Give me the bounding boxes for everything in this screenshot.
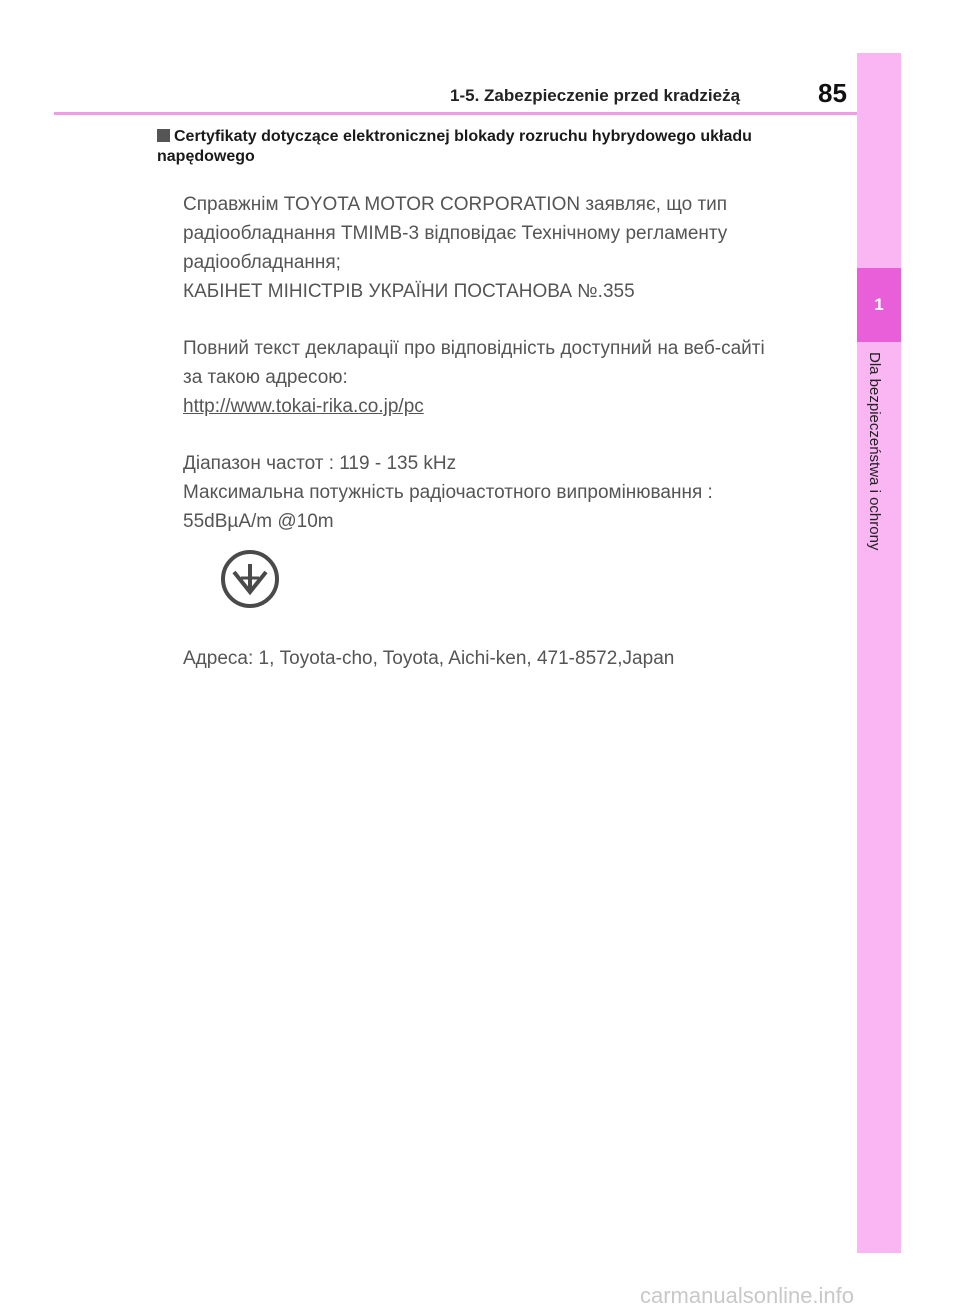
cert-line-8: Максимальна потужність радіочастотного випромінювання :: [183, 482, 713, 503]
cert-line-7: Діапазон частот : 119 - 135 kHz: [183, 453, 457, 474]
cert-line-5: Повний текст декларації про відповідність доступний на веб-сайті: [183, 338, 765, 359]
manufacturer-address: Адреса: 1, Toyota-cho, Toyota, Aichi-ken, 471-8572,Japan: [183, 648, 675, 669]
cert-line-6: за такою адресою:: [183, 367, 348, 388]
section-title: 1-5. Zabezpieczenie przed kradzieżą: [450, 86, 741, 105]
side-tab: [857, 53, 901, 1253]
cert-line-3: радіообладнання;: [183, 252, 341, 273]
spacer: [183, 421, 843, 449]
cert-line-1: Справжнім TOYOTA MOTOR CORPORATION заявляє, що тип: [183, 194, 728, 215]
ukrainian-conformity-mark-icon: [219, 548, 281, 610]
chapter-label: Dla bezpieczeństwa i ochrony: [866, 352, 883, 551]
chapter-number: 1: [874, 295, 884, 314]
cert-line-2: радіообладнання TMIMB-3 відповідає Технічному регламенту: [183, 223, 728, 244]
square-bullet-icon: [157, 129, 170, 142]
declaration-link[interactable]: http://www.tokai-rika.co.jp/pc: [183, 396, 424, 417]
cert-line-9: 55dBµA/m @10m: [183, 511, 334, 532]
chapter-number-box[interactable]: [857, 268, 901, 342]
page-number: 85: [818, 78, 847, 108]
section-heading: [157, 127, 837, 167]
cert-line-4: КАБІНЕТ МІНІСТРІВ УКРАЇНИ ПОСТАНОВА №.355: [183, 281, 635, 302]
certificate-text: [183, 190, 843, 536]
spacer: [183, 306, 843, 334]
watermark: carmanualsonline.info: [640, 1283, 855, 1308]
heading-line-1: Certyfikaty dotyczące elektronicznej blokady rozruchu hybrydowego układu: [174, 128, 752, 145]
header-divider: [54, 112, 857, 115]
heading-line-2: napędowego: [157, 148, 255, 165]
